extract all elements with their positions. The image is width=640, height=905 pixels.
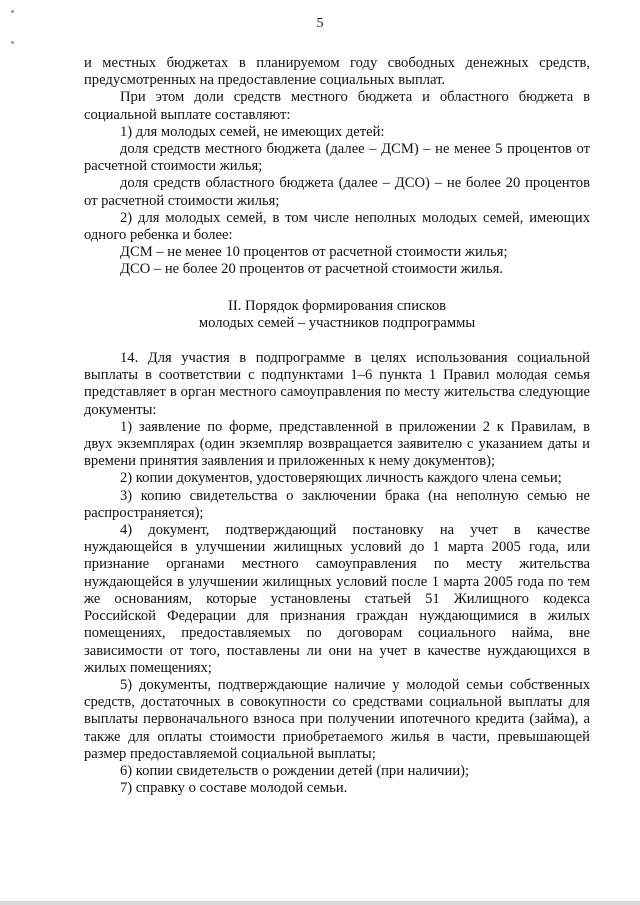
paragraph: 4) документ, подтверждающий постановку на учет в качестве нуждающейся в улучшении жилищных условий до 1 марта 2005 года, или признание органами местного самоуправления по месту жительства нуждающейся в улучшении жилищных условий после 1 марта 2005 года по тем же основаниям, которые установлены статьей 51 Жилищного кодекса Российской Федерации для признания граждан нуждающимися в жилых помещениях, предоставляемых по договорам социального найма, вне зависимости от того, поставлены ли они на учет в качестве нуждающихся в жилых помещениях; xyxy=(84,522,590,676)
paragraph: ДСМ – не менее 10 процентов от расчетной стоимости жилья; xyxy=(120,244,508,261)
paragraph: 3) копию свидетельства о заключении брака (на неполную семью не распространяется); xyxy=(84,487,590,521)
scan-bottom-edge xyxy=(0,901,640,905)
paragraph: 1) заявление по форме, представленной в приложении 2 к Правилам, в двух экземплярах (один экземпляр возвращается заявителю с указанием даты и времени принятия заявления и приложенных к нему документов); xyxy=(84,418,590,470)
paragraph: и местных бюджетах в планируемом году свободных денежных средств, предусмотренных на предоставление социальных выплат. xyxy=(84,55,590,89)
paragraph: 5) документы, подтверждающие наличие у молодой семьи собственных средств, достаточных в совокупности со средствами социальной выплаты для выплаты первоначального взноса при получении ипотечного кредита (займа), а также для оплаты стоимости приобретаемого жилья в части, превышающей размер предоставляемой социальной выплаты; xyxy=(84,676,590,762)
document-body xyxy=(84,55,590,797)
paragraph: 6) копии свидетельств о рождении детей (при наличии); xyxy=(120,762,470,779)
scan-speck xyxy=(11,10,14,13)
paragraph: ДСО – не более 20 процентов от расчетной стоимости жилья. xyxy=(120,261,503,278)
paragraph: доля средств областного бюджета (далее – ДСО) – не более 20 процентов от расчетной стоимости жилья; xyxy=(84,175,590,209)
section-heading-line: II. Порядок формирования списков xyxy=(227,297,447,314)
paragraph: 2) для молодых семей, в том числе неполных молодых семей, имеющих одного ребенка и более: xyxy=(84,209,590,244)
paragraph: 2) копии документов, удостоверяющих личность каждого члена семьи; xyxy=(120,470,562,487)
section-heading-line: молодых семей – участников подпрограммы xyxy=(198,314,476,331)
intro-paragraphs xyxy=(84,55,590,279)
paragraph: 14. Для участия в подпрограмме в целях использования социальной выплаты в соответствии с подпунктами 1–6 пункта 1 Правил молодая семья представляет в орган местного самоуправления по месту жительства следующие документы: xyxy=(84,350,590,418)
section-paragraphs xyxy=(84,350,590,797)
page-number: 5 xyxy=(316,16,324,31)
paragraph: 1) для молодых семей, не имеющих детей: xyxy=(120,123,385,140)
paragraph: 7) справку о составе молодой семьи. xyxy=(120,780,348,797)
section-heading xyxy=(84,298,590,332)
paragraph: доля средств местного бюджета (далее – ДСМ) – не менее 5 процентов от расчетной стоимости жилья; xyxy=(84,141,590,175)
paragraph: При этом доли средств местного бюджета и областного бюджета в социальной выплате составляют: xyxy=(84,89,590,123)
scan-speck xyxy=(11,41,14,44)
